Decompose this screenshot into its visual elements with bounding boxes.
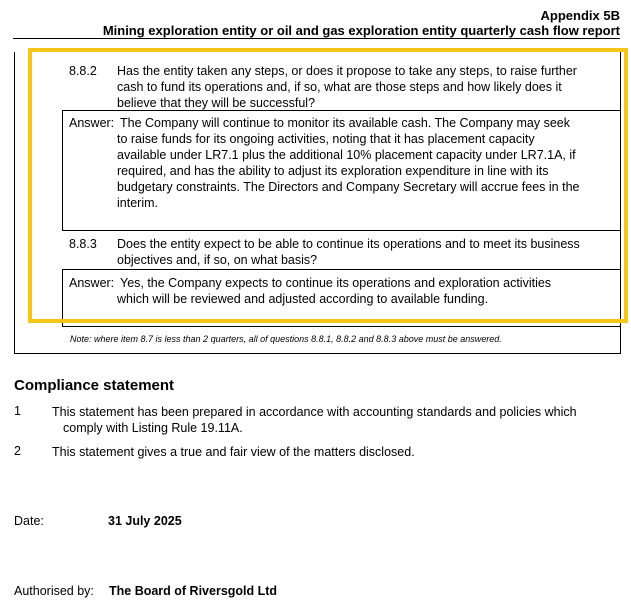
compliance-title: Compliance statement	[14, 377, 175, 394]
question-number: 8.8.2	[69, 64, 97, 78]
answer-text-line: budgetary constraints. The Directors and Company Secretary will accrue fees in the	[117, 180, 580, 194]
compliance-item-text-line: This statement has been prepared in accordance with accounting standards and policies which	[52, 405, 577, 419]
compliance-item-text-line: comply with Listing Rule 19.11A.	[63, 421, 243, 435]
date-value: 31 July 2025	[108, 514, 182, 528]
answer-text-line: available under LR7.1 plus the additional 10% placement capacity under LR7.1A, if	[117, 148, 576, 162]
compliance-item-number: 1	[14, 404, 21, 418]
answer-text-line: to raise funds for its ongoing activities, noting that it has placement capacity	[117, 132, 535, 146]
question-text-line: cash to fund its operations and, if so, what are those steps and how likely does it	[117, 80, 562, 94]
compliance-item-number: 2	[14, 444, 21, 458]
question-text-line: Has the entity taken any steps, or does it propose to take any steps, to raise further	[117, 64, 577, 78]
answer-text-line: required, and has the ability to adjust its exploration expenditure in line with its	[117, 164, 549, 178]
frame-left-border	[14, 52, 15, 354]
date-label: Date:	[14, 514, 44, 528]
header-divider	[13, 38, 620, 39]
answer-label: Answer:	[69, 116, 115, 130]
question-text-line: objectives and, if so, on what basis?	[117, 253, 318, 267]
question-text-line: believe that they will be successful?	[117, 96, 316, 110]
note-text: Note: where item 8.7 is less than 2 quarters, all of questions 8.8.1, 8.8.2 and 8.8.3 above must be answered.	[70, 334, 502, 344]
authorised-value: The Board of Riversgold Ltd	[109, 584, 278, 598]
appendix-label: Appendix 5B	[540, 8, 620, 23]
answer-text-line: which will be reviewed and adjusted according to available funding.	[117, 292, 489, 306]
question-text-line: Does the entity expect to be able to continue its operations and to meet its business	[117, 237, 580, 251]
answer-text-line: The Company will continue to monitor its available cash. The Company may seek	[120, 116, 570, 130]
authorised-label: Authorised by:	[14, 584, 94, 598]
answer-text-line: interim.	[117, 196, 158, 210]
report-title: Mining exploration entity or oil and gas exploration entity quarterly cash flow report	[102, 23, 620, 38]
highlight-annotation-box	[28, 48, 628, 323]
frame-bottom-border	[14, 353, 621, 354]
question-number: 8.8.3	[69, 237, 97, 251]
answer-text-line: Yes, the Company expects to continue its operations and exploration activities	[120, 276, 552, 290]
compliance-item-text-line: This statement gives a true and fair view of the matters disclosed.	[52, 445, 415, 459]
answer-label: Answer:	[69, 276, 115, 290]
